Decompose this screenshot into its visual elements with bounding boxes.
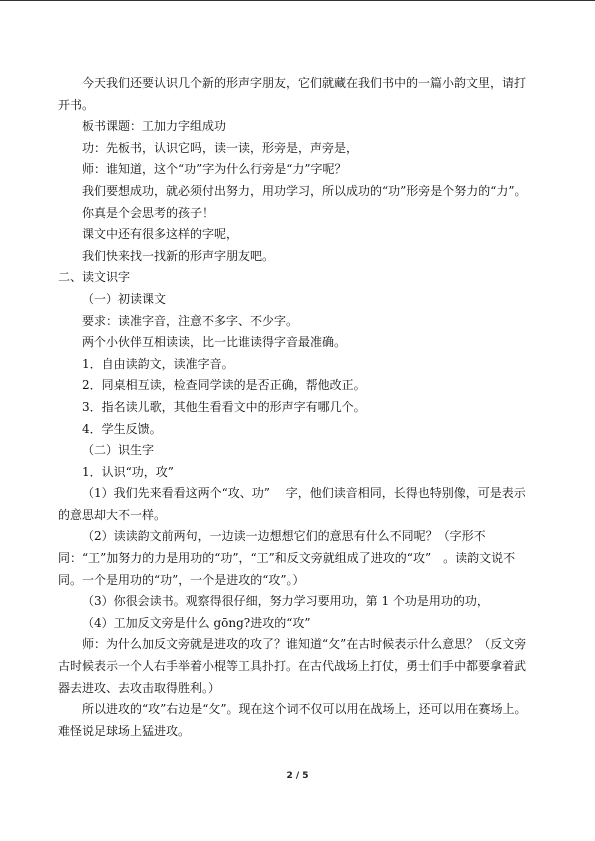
paragraph: 我们快来找一找新的形声字朋友吧。 bbox=[82, 248, 275, 263]
subsection-heading: （一）初读课文 bbox=[82, 291, 167, 306]
list-item: 4．学生反馈。 bbox=[82, 421, 162, 436]
paragraph: 课文中还有很多这样的字呢， bbox=[82, 227, 239, 242]
paragraph: 功：先板书，认识它吗，读一读，形旁是，声旁是， bbox=[82, 140, 359, 155]
list-item: 2．同桌相互读，检查同学读的是否正确，帮他改正。 bbox=[82, 378, 366, 393]
section-heading: 二、读文识字 bbox=[58, 270, 131, 285]
paragraph: 板书课题：工加力字组成功 bbox=[82, 119, 227, 134]
paragraph: （4）工加反文旁是什么 gōng?进攻的“攻” bbox=[82, 615, 311, 630]
paragraph: 所以进攻的“攻”右边是“攵”。现在这个词不仅可以用在战场上，还可以用在赛场上。难怪说足球场上猛进攻。 bbox=[58, 702, 527, 738]
paragraph: （1）我们先来看看这两个“攻、功” 字，他们读音相同，长得也特别像，可是表示的意思却大不一样。 bbox=[58, 486, 526, 522]
top-rule bbox=[0, 0, 595, 1]
list-item: 3．指名读儿歌，其他生看看文中的形声字有哪几个。 bbox=[82, 399, 366, 414]
paragraph: （3）你很会读书。观察得很仔细，努力学习要用功，第 1 个功是用功的功， bbox=[82, 594, 489, 609]
paragraph: （2）读读韵文前两句，一边读一边想想它们的意思有什么不同呢？（字形不同：“工”加努力的力是用功的“功”，“工”和反文旁就组成了进攻的“攻” 。读韵文说不同。一个是用功的“功”，一个是进攻的“攻”。） bbox=[58, 529, 516, 587]
list-item: 1．认识“功，攻” bbox=[82, 464, 174, 479]
paragraph: 我们要想成功，就必须付出努力，用功学习，所以成功的“功”形旁是个努力的“力”。 bbox=[82, 183, 527, 198]
subsection-heading: （二）识生字 bbox=[82, 443, 155, 458]
page-number: 2 / 5 bbox=[286, 771, 309, 781]
paragraph: 师：谁知道，这个“功”字为什么行旁是“力”字呢？ bbox=[82, 162, 347, 177]
paragraph: 你真是个会思考的孩子！ bbox=[82, 205, 215, 220]
paragraph: 师：为什么加反文旁就是进攻的攻了？谁知道“攵”在古时候表示什么意思？（反文旁古时候表示一个人右手举着小棍等工具扑打。在古代战场上打仗，勇士们手中都要拿着武器去进攻、去攻击取得胜利。） bbox=[58, 637, 527, 695]
document-body bbox=[58, 73, 536, 742]
list-item: 1．自由读韵文，读准字音。 bbox=[82, 356, 234, 371]
paragraph: 要求：读准字音，注意不多字、不少字。 bbox=[82, 313, 299, 328]
paragraph: 今天我们还要认识几个新的形声字朋友，它们就藏在我们书中的一篇小韵文里，请打开书。 bbox=[58, 76, 527, 112]
paragraph: 两个小伙伴互相读读，比一比谁读得字音最准确。 bbox=[82, 335, 347, 350]
